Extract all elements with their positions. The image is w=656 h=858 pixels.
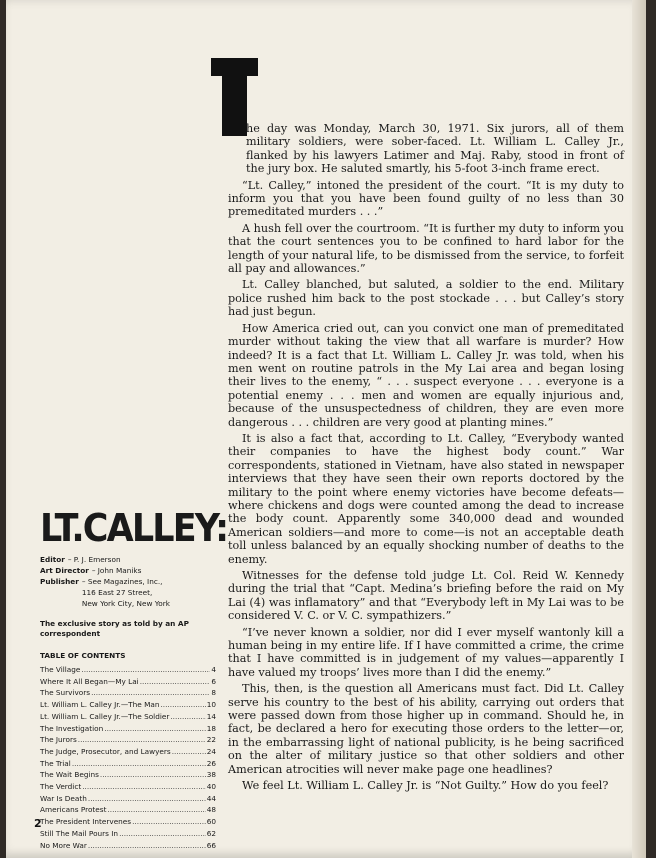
toc-title: The Trial	[40, 758, 71, 768]
toc-page: 44	[206, 793, 216, 803]
toc-leader-dots	[140, 676, 211, 688]
toc-title: The Investigation	[40, 723, 104, 733]
article-paragraph: Lt. Calley blanched, but saluted, a soldier to the end. Military police rushed him back to the post stockade . . . but Calley’s story had just begun.	[228, 278, 624, 319]
magazine-page	[6, 0, 646, 858]
toc-title: The Wait Begins	[40, 770, 99, 780]
toc-leader-dots	[170, 711, 205, 723]
toc-leader-dots	[104, 723, 205, 735]
article-paragraph: It is also a fact that, according to Lt. Calley, “Everybody wanted their companies to have the highest body count.” War correspondents, stationed in Vietnam, have also stated in newspaper interviews that they have seen their own reports doctored by the military to the point where enemy victories have become defeats—where chickens and dogs were counted among the dead to increase the body count. Apparently some 340,000 dead and wounded American soldiers—and more to come—is not an acceptable death toll unless balanced by an equally shocking number of deaths to the enemy.	[228, 431, 624, 566]
table-of-contents	[40, 664, 216, 851]
article-body	[228, 122, 624, 796]
toc-title: Where It All Began—My Lai	[40, 676, 139, 686]
toc-page: 24	[206, 746, 216, 756]
toc-page: 40	[206, 782, 216, 792]
toc-page: 22	[206, 735, 216, 745]
article-paragraph: How America cried out, can you convict one man of premeditated murder without taking the view that all warfare is murder? How indeed? It is a fact that Lt. William L. Calley Jr. was told, when his men went on routine patrols in the My Lai area and began losing their lives to the enemy, “ . . . suspect everyone . . . everyone is a potential enemy . . . men and women are equally injurious and, because of the unsuspectedness of children, they are even more dangerous . . . children are very good at planting mines.”	[228, 321, 624, 429]
page-number: 2	[34, 817, 42, 830]
toc-item	[40, 816, 216, 828]
toc-page: 26	[206, 758, 216, 768]
credit-row	[40, 565, 216, 576]
toc-leader-dots	[82, 781, 205, 793]
credits-block	[40, 554, 216, 609]
toc-item	[40, 804, 216, 816]
credit-name: – John Maniks	[91, 566, 142, 575]
toc-leader-dots	[172, 746, 206, 758]
article-paragraph: This, then, is the question all Americans must fact. Did Lt. Calley serve his country to the best of his ability, carrying out orders that were passed down from those higher up in command. Should he, in fact, be declared a hero for executing those orders to the letter—or, in the embarrassing light of national publicity, is he being sacrificed on the alter of military justice so that other soldiers and other American atrocities will never make page one headlines?	[228, 682, 624, 776]
toc-leader-dots	[88, 840, 206, 852]
toc-page: 62	[206, 828, 216, 838]
toc-item	[40, 664, 216, 676]
toc-leader-dots	[88, 793, 206, 805]
toc-leader-dots	[160, 699, 205, 711]
toc-leader-dots	[91, 687, 210, 699]
toc-item	[40, 769, 216, 781]
credit-row	[40, 554, 216, 565]
article-paragraph: A hush fell over the courtroom. “It is further my duty to inform you that the court sentences you to be confined to hard labor for the length of your natural life, to be dismissed from the service, to forfeit all pay and allowances.”	[228, 221, 624, 276]
toc-leader-dots	[78, 734, 206, 746]
sidebar	[40, 506, 228, 851]
toc-item	[40, 746, 216, 758]
toc-page: 14	[206, 711, 216, 721]
toc-item	[40, 781, 216, 793]
page-spine-shadow	[632, 0, 646, 858]
credit-name: – P. J. Emerson	[67, 555, 121, 564]
article-paragraph: “Lt. Calley,” intoned the president of the court. “It is my duty to inform you that you have been found guilty of no less than 30 premeditated murders . . .”	[228, 178, 624, 219]
toc-page: 8	[211, 688, 216, 698]
toc-title: The Survivors	[40, 688, 91, 698]
toc-item	[40, 723, 216, 735]
toc-title: Lt. William L. Calley Jr.—The Man	[40, 700, 160, 710]
credit-name: – See Magazines, Inc., 116 East 27 Street, New York City, New York	[81, 577, 170, 608]
toc-item	[40, 699, 216, 711]
toc-page: 6	[211, 676, 216, 686]
toc-leader-dots	[72, 758, 206, 770]
toc-leader-dots	[119, 828, 206, 840]
toc-leader-dots	[132, 816, 206, 828]
exclusive-note: The exclusive story as told by an AP correspondent	[40, 619, 189, 638]
toc-item	[40, 734, 216, 746]
toc-item	[40, 676, 216, 688]
article-paragraph: Witnesses for the defense told judge Lt. Col. Reid W. Kennedy during the trial that “Capt. Medina’s briefing before the raid on My Lai (4) was inflamatory” and that “Everybody left in My Lai was to be considered V. C. or V. C. sympathizers.”	[228, 569, 624, 623]
toc-page: 38	[206, 770, 216, 780]
toc-title: The President Intervenes	[40, 817, 132, 827]
toc-item	[40, 840, 216, 852]
credit-role: Art Director	[40, 566, 89, 575]
toc-leader-dots	[81, 664, 210, 676]
toc-title: Still The Mail Pours In	[40, 828, 119, 838]
credit-role: Publisher	[40, 577, 79, 586]
toc-title: No More War	[40, 840, 87, 850]
magazine-title: LT.CALLEY:	[40, 506, 228, 550]
article-paragraph: “I’ve never known a soldier, nor did I ever myself wantonly kill a human being in my entire life. If I have committed a crime, the crime that I have committed is in judgement of my values—apparently I have valued my troops’ lives more than I did the enemy.”	[228, 625, 624, 679]
toc-title: The Judge, Prosecutor, and Lawyers	[40, 746, 171, 756]
toc-item	[40, 687, 216, 699]
toc-title: War Is Death	[40, 793, 87, 803]
toc-title: The Verdict	[40, 782, 82, 792]
toc-item	[40, 828, 216, 840]
credit-row	[40, 576, 216, 609]
toc-page: 4	[211, 665, 216, 674]
toc-title: The Village	[40, 665, 81, 674]
article-paragraph: We feel Lt. William L. Calley Jr. is “Not Guilty.” How do you feel?	[242, 779, 609, 793]
toc-page: 10	[206, 700, 216, 710]
toc-page: 66	[206, 840, 216, 850]
toc-item	[40, 793, 216, 805]
toc-leader-dots	[100, 769, 206, 781]
toc-page: 18	[206, 723, 216, 733]
toc-item	[40, 758, 216, 770]
toc-item	[40, 711, 216, 723]
credit-role: Editor	[40, 555, 65, 564]
toc-title: Americans Protest	[40, 805, 107, 815]
toc-heading: TABLE OF CONTENTS	[40, 651, 126, 660]
toc-title: Lt. William L. Calley Jr.—The Soldier	[40, 711, 170, 721]
toc-page: 48	[206, 805, 216, 815]
toc-leader-dots	[107, 804, 205, 816]
toc-page: 60	[206, 817, 216, 827]
toc-title: The Jurors	[40, 735, 77, 745]
article-paragraph: he day was Monday, March 30, 1971. Six jurors, all of them military soldiers, were sober-faced. Lt. William L. Calley Jr., flanked by his lawyers Latimer and Maj. Raby, stood in front of the jury box. He saluted smartly, his 5-foot 3-inch frame erect.	[246, 122, 624, 176]
